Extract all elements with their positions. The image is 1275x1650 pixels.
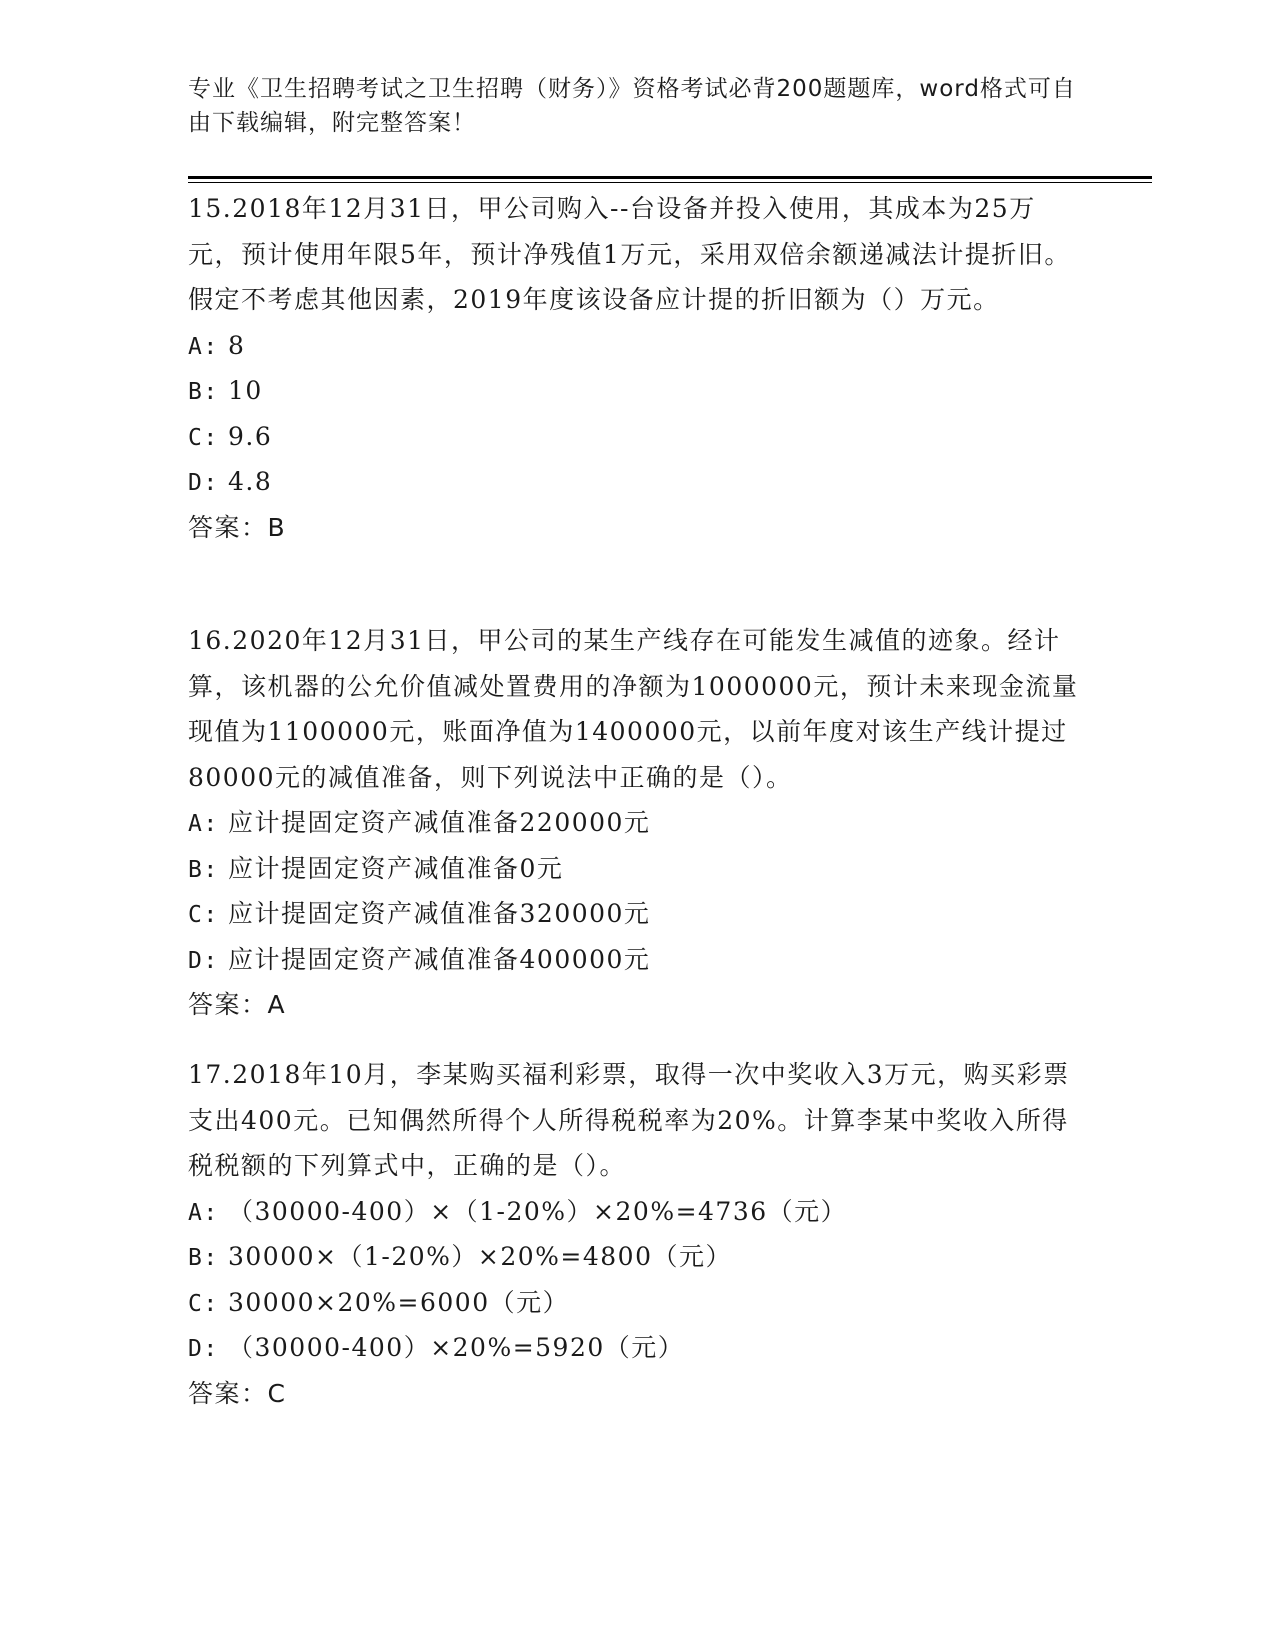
option-letter: D: bbox=[188, 470, 219, 496]
option-a bbox=[188, 323, 1088, 369]
option-letter: A: bbox=[188, 333, 219, 360]
option-a bbox=[188, 800, 1088, 846]
question-stem: 16.2020年12月31日，甲公司的某生产线存在可能发生减值的迹象。经计算，该机器的公允价值减处置费用的净额为1000000元，预计未来现金流量现值为1100000元，账面净值为1400000元，以前年度对该生产线计提过80000元的减值准备，则下列说法中正确的是（）。 bbox=[188, 626, 1079, 792]
answer-label: 答案：C bbox=[188, 1378, 287, 1408]
option-d bbox=[188, 1325, 1088, 1371]
option-c bbox=[188, 414, 1088, 460]
option-text: 9.6 bbox=[228, 421, 273, 451]
option-letter: A: bbox=[188, 811, 219, 837]
option-letter: D: bbox=[188, 947, 219, 974]
option-c bbox=[188, 1280, 1088, 1326]
option-letter: B: bbox=[188, 1245, 219, 1271]
option-b bbox=[188, 1234, 1088, 1280]
question-stem: 15.2018年12月31日，甲公司购入--台设备并投入使用，其成本为25万元，预计使用年限5年，预计净残值1万元，采用双倍余额递减法计提折旧。假定不考虑其他因素，2019年度该设备应计提的折旧额为（）万元。 bbox=[188, 194, 1071, 314]
option-text: （30000-400）×20%=5920（元） bbox=[228, 1333, 685, 1362]
option-text: 10 bbox=[228, 376, 263, 405]
option-text: 30000×（1-20%）×20%=4800（元） bbox=[228, 1242, 732, 1271]
header-divider-thin bbox=[188, 182, 1152, 183]
header-divider-thick bbox=[188, 176, 1152, 179]
option-a bbox=[188, 1189, 1088, 1235]
option-letter: A: bbox=[188, 1199, 219, 1226]
option-b bbox=[188, 368, 1088, 414]
option-text: 8 bbox=[228, 330, 246, 360]
option-text: （30000-400）×（1-20%）×20%=4736（元） bbox=[228, 1196, 848, 1226]
option-d bbox=[188, 937, 1088, 983]
option-text: 应计提固定资产减值准备220000元 bbox=[228, 808, 651, 837]
option-letter: B: bbox=[188, 856, 219, 883]
option-letter: B: bbox=[188, 379, 219, 405]
option-text: 应计提固定资产减值准备0元 bbox=[228, 853, 564, 883]
answer-label: 答案：B bbox=[188, 512, 287, 542]
option-letter: C: bbox=[188, 1290, 219, 1317]
option-b bbox=[188, 846, 1088, 892]
question-15 bbox=[188, 186, 1088, 550]
option-letter: D: bbox=[188, 1336, 219, 1362]
question-stem: 17.2018年10月，李某购买福利彩票，取得一次中奖收入3万元，购买彩票支出400元。已知偶然所得个人所得税税率为20%。计算李某中奖收入所得税税额的下列算式中，正确的是（）。 bbox=[188, 1060, 1070, 1180]
question-17 bbox=[188, 1052, 1088, 1416]
option-text: 应计提固定资产减值准备320000元 bbox=[228, 899, 651, 928]
option-letter: C: bbox=[188, 902, 219, 928]
option-c bbox=[188, 891, 1088, 937]
option-text: 30000×20%=6000（元） bbox=[228, 1287, 570, 1317]
option-letter: C: bbox=[188, 424, 219, 451]
question-16 bbox=[188, 618, 1088, 1028]
page-header bbox=[188, 72, 1088, 140]
option-text: 应计提固定资产减值准备400000元 bbox=[228, 944, 651, 974]
header-title: 专业《卫生招聘考试之卫生招聘（财务）》资格考试必背200题题库，word格式可自由下载编辑，附完整答案！ bbox=[188, 76, 1076, 136]
option-d bbox=[188, 459, 1088, 505]
option-text: 4.8 bbox=[228, 467, 273, 496]
answer-label: 答案：A bbox=[188, 990, 287, 1019]
